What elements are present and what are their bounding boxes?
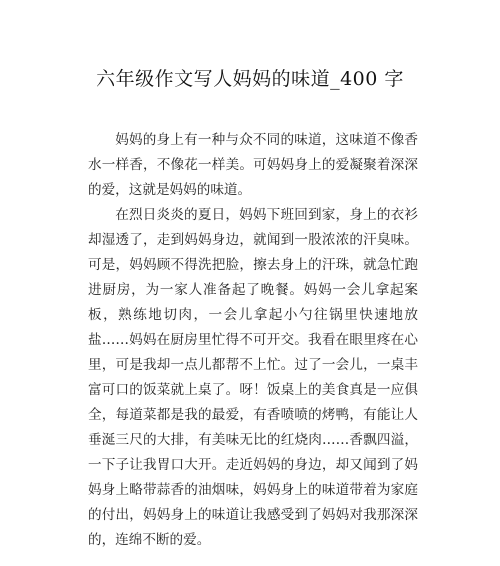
- paragraph-1: 妈妈的身上有一种与众不同的味道，这味道不像香水一样香，不像花一样美。可妈妈身上的爱凝聚着深深的爱，这就是妈妈的味道。: [88, 132, 418, 198]
- page-title: 六年级作文写人妈妈的味道_400 字: [96, 68, 404, 90]
- article-body: [88, 128, 418, 553]
- paragraph-2: 在烈日炎炎的夏日，妈妈下班回到家，身上的衣衫却湿透了，走到妈妈身边，就闻到一股浓浓的汗臭味。可是，妈妈顾不得洗把脸，擦去身上的汗珠，就急忙跑进厨房，为一家人准备起了晚餐。妈妈一会儿拿起案板，熟练地切肉，一会儿拿起小勺往锅里快速地放盐……妈妈在厨房里忙得不可开交。我看在眼里疼在心里，可是我却一点儿都帮不上忙。过了一会儿，一桌丰富可口的饭菜就上桌了。呀！饭桌上的美食真是一应俱全，每道菜都是我的最爱，有香喷喷的烤鸭，有能让人垂涎三尺的大排，有美味无比的红烧肉……香飘四溢，一下子让我胃口大开。走近妈妈的身边，却又闻到了妈妈身上略带蒜香的油烟味，妈妈身上的味道带着为家庭的付出，妈妈身上的味道让我感受到了妈妈对我那深深的，连绵不断的爱。: [88, 207, 418, 548]
